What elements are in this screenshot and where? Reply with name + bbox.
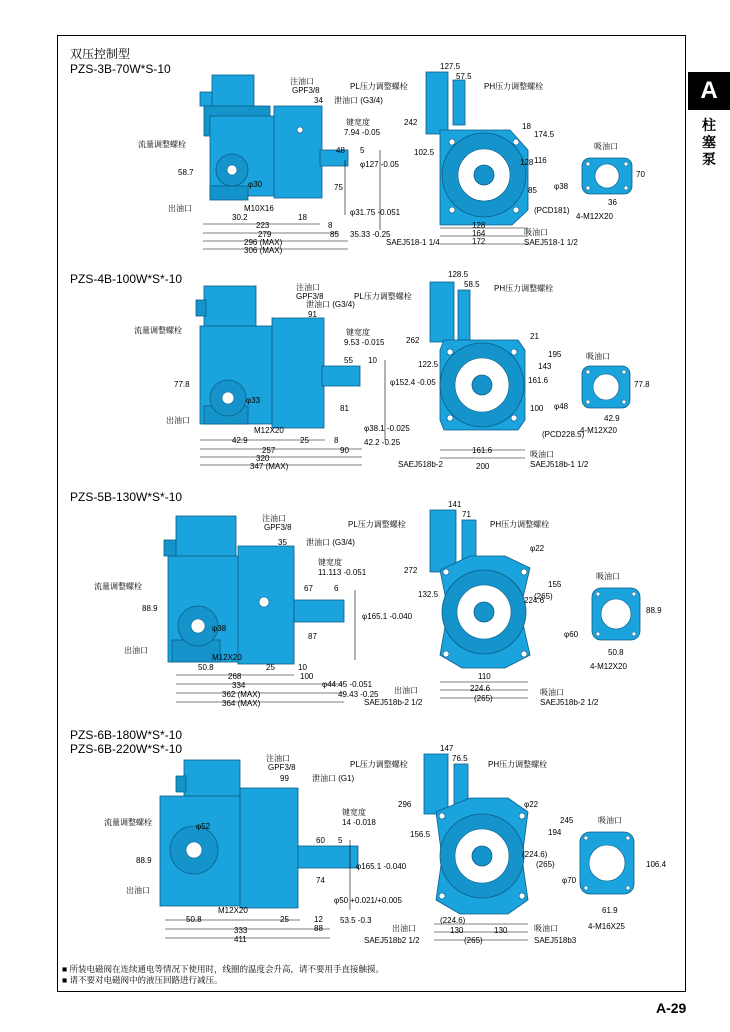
s1-flow: 流量调整螺栓 — [138, 140, 186, 149]
s1-d30: 30.2 — [232, 213, 248, 222]
s4-d147: 147 — [440, 744, 454, 753]
note-2: ■ 请不要对电磁阀中的液压回路进行减压。 — [62, 975, 223, 985]
s2-d100: 100 — [530, 404, 544, 413]
s1-d128: 128 — [472, 221, 486, 230]
s2-drain: 注油口 — [296, 283, 320, 292]
s4-d1064: 106.4 — [646, 860, 667, 869]
s1-d48: 48 — [336, 146, 345, 155]
s1-sae2: SAEJ518-1 1/2 — [524, 238, 578, 247]
s3-sae1: SAEJ518b-2 1/2 — [364, 698, 423, 707]
s2-d21: 21 — [530, 332, 539, 341]
s4-sae2: SAEJ518b3 — [534, 936, 577, 945]
s3-suction-a: 吸油口 — [540, 688, 564, 697]
s3-d1325: 132.5 — [418, 590, 439, 599]
s4-d1565: 156.5 — [410, 830, 431, 839]
s2-d91: 91 — [308, 310, 317, 319]
s1-d34: 34 — [314, 96, 323, 105]
s1-suction-a: 吸油口 — [524, 228, 548, 237]
s3-drain: 注油口 — [262, 514, 286, 523]
s3-ph: PH压力调整螺栓 — [490, 520, 550, 529]
s3-outlet: 出油口 — [124, 646, 148, 655]
side-tab-letter: A — [688, 72, 730, 110]
s4-phi70: φ70 — [562, 876, 577, 885]
s4-d88_9: 88.9 — [136, 856, 152, 865]
pump-front-view-4 — [424, 754, 528, 940]
s2-d262: 262 — [406, 336, 420, 345]
s1-d296: 296 (MAX) — [244, 238, 283, 247]
s2-d195: 195 — [548, 350, 562, 359]
s4-sae1: SAEJ518b2 1/2 — [364, 936, 420, 945]
s4-d411: 411 — [234, 935, 247, 944]
s1-d3533: 35.33 -0.25 — [350, 230, 391, 239]
s2-d1285: 128.5 — [448, 270, 469, 279]
s3-key: 键宽度 — [318, 558, 342, 567]
s3-d50_8: 50.8 — [198, 663, 214, 672]
s1-d128v: 128 — [520, 158, 534, 167]
s1-ph: PH压力调整螺栓 — [484, 82, 544, 91]
s3-d141: 141 — [448, 500, 462, 509]
s4-d60: 60 — [316, 836, 325, 845]
note-1: ■ 所装电磁阀在连续通电等情况下使用时，线圈的温度会升高，请不要用手直接触摸。 — [62, 964, 384, 974]
s4-pl: PL压力调整螺栓 — [350, 760, 408, 769]
suction-port-2 — [582, 366, 630, 408]
s3-d889b: 88.9 — [646, 606, 662, 615]
s1-drain: 注油口 — [290, 77, 314, 86]
suction-port-3 — [592, 588, 640, 640]
s4-phi50: φ50 +0.021/+0.005 — [334, 896, 402, 905]
s2-d585: 58.5 — [464, 280, 480, 289]
s2-d143: 143 — [538, 362, 552, 371]
s1-d8: 8 — [328, 221, 333, 230]
s4-d5: 5 — [338, 836, 343, 845]
s2-d257: 257 — [262, 446, 276, 455]
s4-phi52: φ52 — [196, 822, 211, 831]
s4-d99: 99 — [280, 774, 289, 783]
pump-front-view-2 — [430, 282, 525, 458]
s2-flow: 流量调整螺栓 — [134, 326, 182, 335]
s3-d87: 87 — [308, 632, 317, 641]
s3-d508b: 50.8 — [608, 648, 624, 657]
s1-d116: 116 — [534, 156, 547, 165]
s1-d36: 36 — [608, 198, 617, 207]
s3-d364: 364 (MAX) — [222, 699, 261, 708]
s1-d58_7: 58.7 — [178, 168, 194, 177]
s1-phi38: φ38 — [554, 182, 569, 191]
s3-m12b: 4-M12X20 — [590, 662, 627, 671]
s2-phi33: φ33 — [246, 396, 261, 405]
s2-drain-size: GPF3/8 — [296, 292, 324, 301]
s3-drain-size: GPF3/8 — [264, 523, 292, 532]
s3-m12: M12X20 — [212, 653, 242, 662]
s1-d1025: 102.5 — [414, 148, 435, 157]
s3-d4943: 49.43 -0.25 — [338, 690, 379, 699]
s2-pl: PL压力调整螺栓 — [354, 292, 412, 301]
s2-d1225: 122.5 — [418, 360, 439, 369]
s3-leak: 泄油口 (G3/4) — [306, 538, 355, 547]
s2-phi38: φ38.1 -0.025 — [364, 424, 410, 433]
s3-d67: 67 — [304, 584, 313, 593]
s2-d347: 347 (MAX) — [250, 462, 289, 471]
s4-outlet2: 出油口 — [392, 924, 416, 933]
s2-d8: 8 — [334, 436, 339, 445]
pump-side-view-2 — [196, 286, 385, 465]
s4-d194: 194 — [548, 828, 562, 837]
s3-d2246v: 224.6 — [524, 596, 545, 605]
s3-d2246: 224.6 — [470, 684, 491, 693]
s1-d18b: 18 — [522, 122, 531, 131]
s3-key-val: 11.113 -0.051 — [318, 568, 367, 577]
s1-suction-b: 吸油口 — [594, 142, 618, 151]
s2-d10: 10 — [368, 356, 377, 365]
s1-sae1: SAEJ518-1 1/4 — [386, 238, 440, 247]
s2-d81: 81 — [340, 404, 349, 413]
s2-sae2: SAEJ518b-1 1/2 — [530, 460, 589, 469]
s3-phi22: φ22 — [530, 544, 545, 553]
s1-d279: 279 — [258, 230, 272, 239]
s1-leak: 泄油口 (G3/4) — [334, 96, 383, 105]
s1-m10: M10X16 — [244, 204, 274, 213]
s3-phi60: φ60 — [564, 630, 579, 639]
s4-key-val: 14 -0.018 — [342, 818, 376, 827]
s4-d296: 296 — [398, 800, 412, 809]
s2-key: 键宽度 — [346, 328, 370, 337]
s3-d35: 35 — [278, 538, 287, 547]
s3-flow: 流量调整螺栓 — [94, 582, 142, 591]
s1-pcd: (PCD181) — [534, 206, 570, 215]
pump-side-view-4 — [160, 760, 358, 938]
s4-suction-a: 吸油口 — [534, 924, 558, 933]
s3-pl: PL压力调整螺栓 — [348, 520, 406, 529]
s3-d362: 362 (MAX) — [222, 690, 261, 699]
s2-sae1: SAEJ518b-2 — [398, 460, 443, 469]
s2-ph: PH压力调整螺栓 — [494, 284, 554, 293]
s3-phi165: φ165.1 -0.040 — [362, 612, 413, 621]
s1-d5: 5 — [360, 146, 365, 155]
section-4-model-2: PZS-6B-220W*S*-10 — [70, 742, 183, 756]
s1-phi3175: φ31.75 -0.051 — [350, 208, 401, 217]
s4-phi165: φ165.1 -0.040 — [356, 862, 407, 871]
section-2-model: PZS-4B-100W*S*-10 — [70, 272, 183, 286]
s4-key: 键宽度 — [342, 808, 366, 817]
s2-d422: 42.2 -0.25 — [364, 438, 401, 447]
s1-drain-size: GPF3/8 — [292, 86, 320, 95]
s3-d100: 100 — [300, 672, 314, 681]
s4-m12: M12X20 — [218, 906, 248, 915]
s1-d575: 57.5 — [456, 72, 472, 81]
s4-d333: 333 — [234, 926, 248, 935]
s3-d6: 6 — [334, 584, 339, 593]
s2-suction-a: 吸油口 — [530, 450, 554, 459]
s1-d223: 223 — [256, 221, 270, 230]
s1-d70: 70 — [636, 170, 645, 179]
s2-outlet: 出油口 — [166, 416, 190, 425]
s3-phi4445: φ44.45 -0.051 — [322, 680, 373, 689]
s3-d110: 110 — [478, 672, 491, 681]
s3-d155: 155 — [548, 580, 562, 589]
s3-sae2: SAEJ518b-2 1/2 — [540, 698, 599, 707]
s4-d535: 53.5 -0.3 — [340, 916, 372, 925]
s3-d334: 334 — [232, 681, 246, 690]
s1-d172: 172 — [472, 237, 486, 246]
s4-suction-b: 吸油口 — [598, 816, 622, 825]
s1-d85b: 85 — [528, 186, 537, 195]
s2-m12b: 4-M12X20 — [580, 426, 617, 435]
s3-d265: (265) — [474, 694, 493, 703]
pump-front-view-1 — [426, 72, 528, 244]
s2-d77_8: 77.8 — [174, 380, 190, 389]
s1-d18: 18 — [298, 213, 307, 222]
s3-phi38: φ38 — [212, 624, 227, 633]
s3-d25: 25 — [266, 663, 275, 672]
s4-d25: 25 — [280, 915, 289, 924]
s2-d778b: 77.8 — [634, 380, 650, 389]
s1-d85: 85 — [330, 230, 339, 239]
s2-m12: M12X20 — [254, 426, 284, 435]
s4-d88: 88 — [314, 924, 323, 933]
s3-outlet2: 出油口 — [394, 686, 418, 695]
suction-port-1 — [582, 158, 632, 194]
s1-phi127: φ127 -0.05 — [360, 160, 399, 169]
s4-d2246: (224.6) — [440, 916, 466, 925]
s1-outlet: 出油口 — [168, 204, 192, 213]
section-1-heading: 双压控制型 — [70, 47, 131, 61]
s1-phi30: φ30 — [248, 180, 263, 189]
s2-d90: 90 — [340, 446, 349, 455]
s1-d164: 164 — [472, 229, 486, 238]
s3-d88_9: 88.9 — [142, 604, 158, 613]
s2-d320: 320 — [256, 454, 270, 463]
s1-d1275: 127.5 — [440, 62, 461, 71]
s4-d265: (265) — [464, 936, 483, 945]
s2-d429b: 42.9 — [604, 414, 620, 423]
s4-d245: 245 — [560, 816, 574, 825]
s4-phi22: φ22 — [524, 800, 539, 809]
s2-d25: 25 — [300, 436, 309, 445]
s3-suction-b: 吸油口 — [596, 572, 620, 581]
s3-d10: 10 — [298, 663, 307, 672]
s4-leak: 泄油口 (G1) — [312, 774, 355, 783]
s1-m12: 4-M12X20 — [576, 212, 613, 221]
s4-d74: 74 — [316, 876, 325, 885]
s4-d2246v: (224.6) — [522, 850, 548, 859]
s4-d50_8: 50.8 — [186, 915, 202, 924]
page-number: A-29 — [656, 1000, 687, 1016]
s2-suction-b: 吸油口 — [586, 352, 610, 361]
s2-leak: 泄油口 (G3/4) — [306, 300, 355, 309]
s2-d200: 200 — [476, 462, 490, 471]
suction-port-4 — [580, 832, 634, 894]
s4-d619: 61.9 — [602, 906, 618, 915]
s2-d42_9: 42.9 — [232, 436, 248, 445]
s4-d130a: 130 — [450, 926, 464, 935]
s4-outlet: 出油口 — [126, 886, 150, 895]
s3-d272: 272 — [404, 566, 418, 575]
s3-d71: 71 — [462, 510, 471, 519]
s4-drain-size: GPF3/8 — [268, 763, 296, 772]
s2-key-val: 9.53 -0.015 — [344, 338, 385, 347]
section-4-model: PZS-6B-180W*S*-10 — [70, 728, 183, 742]
s3-d265v: (265) — [534, 592, 553, 601]
s3-d268: 268 — [228, 672, 242, 681]
s1-d306: 306 (MAX) — [244, 246, 283, 255]
s4-flow: 流量调整螺栓 — [104, 818, 152, 827]
s2-d1616v: 161.6 — [528, 376, 549, 385]
s2-phi48: φ48 — [554, 402, 569, 411]
section-3-model: PZS-5B-130W*S*-10 — [70, 490, 183, 504]
s4-d765: 76.5 — [452, 754, 468, 763]
s4-d12: 12 — [314, 915, 323, 924]
pump-front-view-3 — [430, 510, 530, 698]
s4-m16: 4-M16X25 — [588, 922, 625, 931]
s2-d55: 55 — [344, 356, 353, 365]
s2-phi152: φ152.4 -0.05 — [390, 378, 436, 387]
s1-pl: PL压力调整螺栓 — [350, 82, 408, 91]
s1-d242: 242 — [404, 118, 418, 127]
s1-d1745: 174.5 — [534, 130, 555, 139]
s4-ph: PH压力调整螺栓 — [488, 760, 548, 769]
s1-key-val: 7.94 -0.05 — [344, 128, 381, 137]
s4-drain: 注油口 — [266, 754, 290, 763]
s1-key: 键宽度 — [346, 118, 370, 127]
s2-d1616: 161.6 — [472, 446, 493, 455]
side-tab-text: 柱塞泵 — [702, 118, 716, 168]
s4-d265v: (265) — [536, 860, 555, 869]
s4-d130b: 130 — [494, 926, 508, 935]
s1-d75: 75 — [334, 183, 343, 192]
s2-pcd: (PCD228.5) — [542, 430, 585, 439]
section-1-model: PZS-3B-70W*S-10 — [70, 62, 171, 76]
